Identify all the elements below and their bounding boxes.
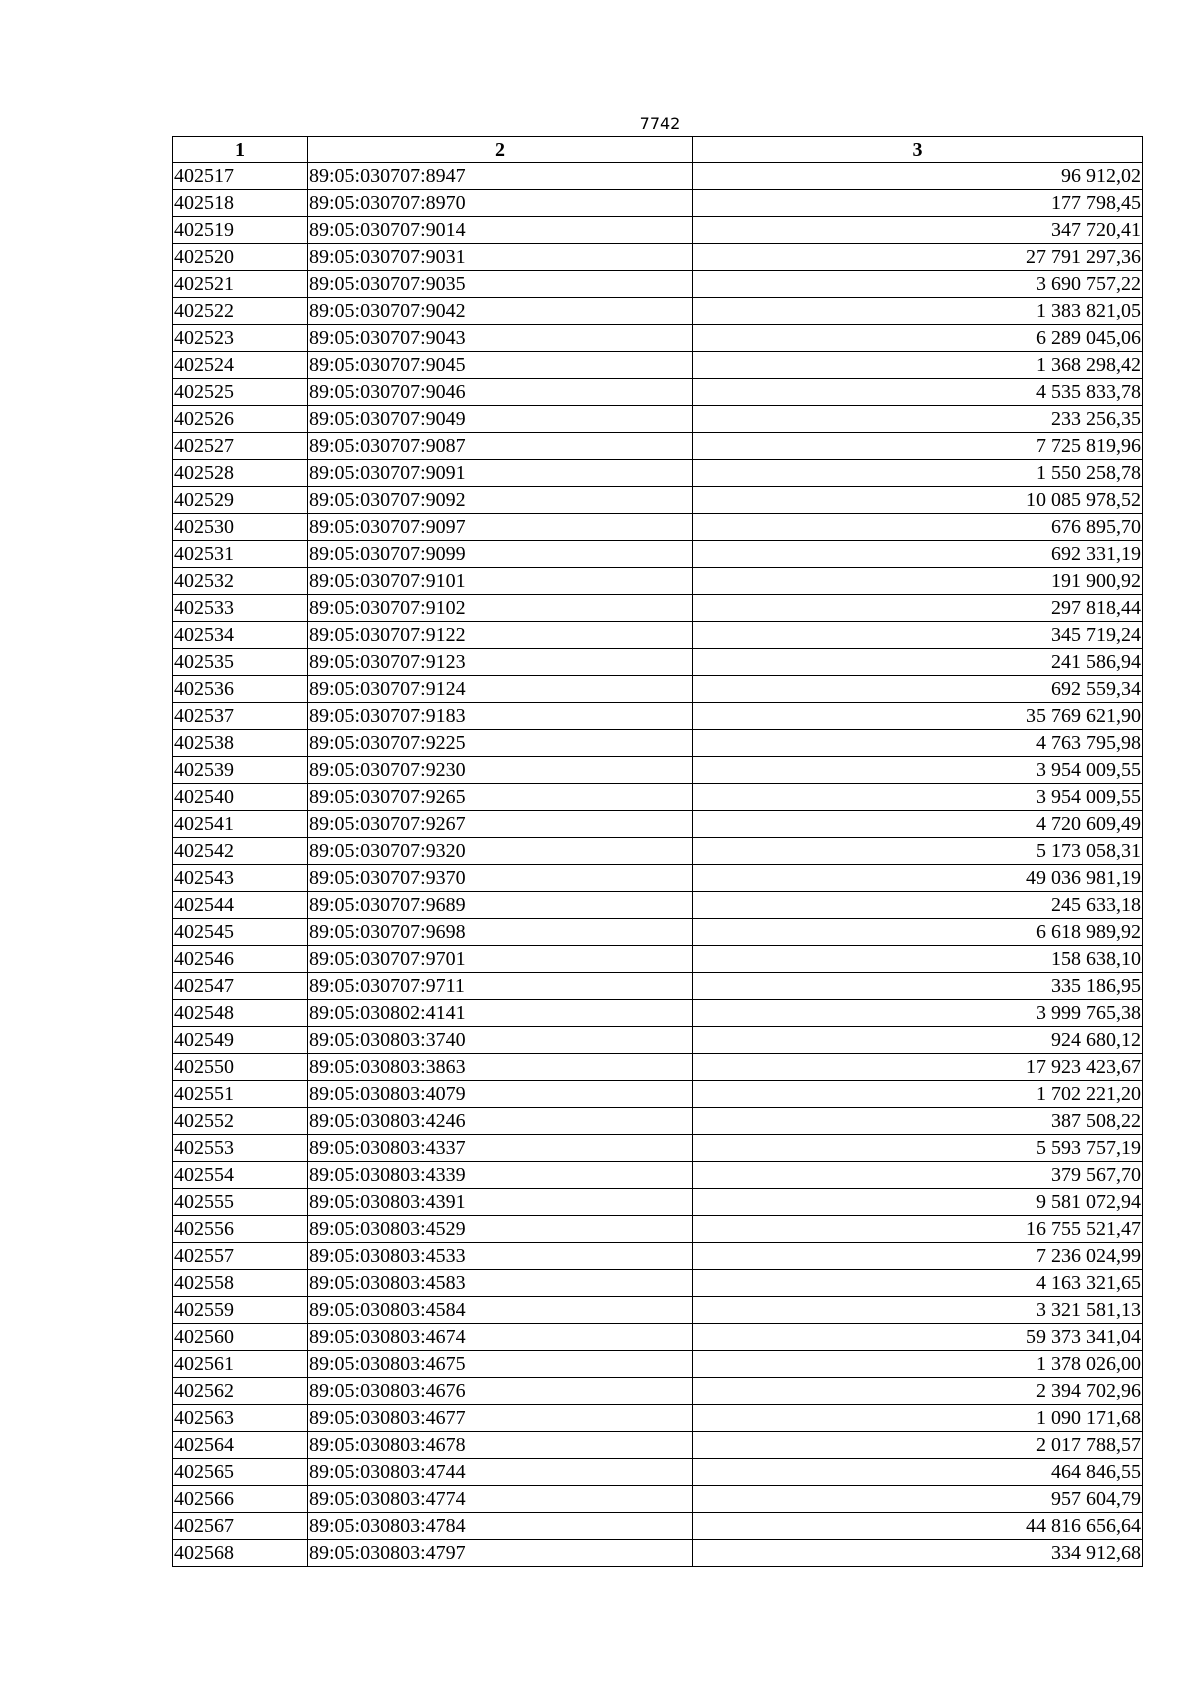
row-number: 402544 (173, 892, 308, 919)
cadastral-value: 334 912,68 (693, 1540, 1143, 1567)
row-number: 402537 (173, 703, 308, 730)
row-number: 402553 (173, 1135, 308, 1162)
row-number: 402567 (173, 1513, 308, 1540)
cadastral-number: 89:05:030707:9689 (308, 892, 693, 919)
table-row (173, 1054, 1143, 1081)
cadastral-value: 335 186,95 (693, 973, 1143, 1000)
row-number: 402543 (173, 865, 308, 892)
cadastral-value: 4 763 795,98 (693, 730, 1143, 757)
row-number: 402533 (173, 595, 308, 622)
cadastral-number: 89:05:030707:9035 (308, 271, 693, 298)
cadastral-number: 89:05:030707:8970 (308, 190, 693, 217)
table-row (173, 1405, 1143, 1432)
cadastral-number: 89:05:030707:9122 (308, 622, 693, 649)
cadastral-value: 44 816 656,64 (693, 1513, 1143, 1540)
table-row (173, 568, 1143, 595)
table-row (173, 838, 1143, 865)
row-number: 402536 (173, 676, 308, 703)
cadastral-number: 89:05:030707:9046 (308, 379, 693, 406)
cadastral-number: 89:05:030803:4674 (308, 1324, 693, 1351)
cadastral-value: 3 954 009,55 (693, 757, 1143, 784)
table-row (173, 1513, 1143, 1540)
cadastral-number: 89:05:030803:4529 (308, 1216, 693, 1243)
table-row (173, 865, 1143, 892)
cadastral-number: 89:05:030803:4533 (308, 1243, 693, 1270)
table-row (173, 1324, 1143, 1351)
row-number: 402550 (173, 1054, 308, 1081)
table-row (173, 1135, 1143, 1162)
table-row (173, 1486, 1143, 1513)
table-row (173, 1216, 1143, 1243)
table-row (173, 784, 1143, 811)
cadastral-number: 89:05:030707:9183 (308, 703, 693, 730)
cadastral-number: 89:05:030803:4584 (308, 1297, 693, 1324)
cadastral-number: 89:05:030803:4339 (308, 1162, 693, 1189)
table-row (173, 406, 1143, 433)
cadastral-value: 233 256,35 (693, 406, 1143, 433)
cadastral-value: 158 638,10 (693, 946, 1143, 973)
cadastral-number: 89:05:030707:9042 (308, 298, 693, 325)
table-row (173, 379, 1143, 406)
cadastral-number: 89:05:030707:9265 (308, 784, 693, 811)
cadastral-number: 89:05:030803:3740 (308, 1027, 693, 1054)
table-row (173, 1243, 1143, 1270)
cadastral-value: 96 912,02 (693, 163, 1143, 190)
table-row (173, 1000, 1143, 1027)
row-number: 402549 (173, 1027, 308, 1054)
row-number: 402563 (173, 1405, 308, 1432)
cadastral-value: 16 755 521,47 (693, 1216, 1143, 1243)
cadastral-number: 89:05:030707:9123 (308, 649, 693, 676)
cadastral-value: 1 090 171,68 (693, 1405, 1143, 1432)
cadastral-value: 245 633,18 (693, 892, 1143, 919)
table-row (173, 325, 1143, 352)
cadastral-value: 2 017 788,57 (693, 1432, 1143, 1459)
row-number: 402552 (173, 1108, 308, 1135)
row-number: 402539 (173, 757, 308, 784)
cadastral-value: 387 508,22 (693, 1108, 1143, 1135)
cadastral-value: 1 368 298,42 (693, 352, 1143, 379)
cadastral-number: 89:05:030707:9267 (308, 811, 693, 838)
cadastral-value: 347 720,41 (693, 217, 1143, 244)
table-row (173, 1432, 1143, 1459)
cadastral-value: 3 690 757,22 (693, 271, 1143, 298)
table-row (173, 244, 1143, 271)
cadastral-value: 379 567,70 (693, 1162, 1143, 1189)
cadastral-value: 6 618 989,92 (693, 919, 1143, 946)
cadastral-value: 5 173 058,31 (693, 838, 1143, 865)
table-row (173, 271, 1143, 298)
table-row (173, 163, 1143, 190)
row-number: 402559 (173, 1297, 308, 1324)
cadastral-number: 89:05:030803:3863 (308, 1054, 693, 1081)
cadastral-number: 89:05:030707:9225 (308, 730, 693, 757)
cadastral-value: 17 923 423,67 (693, 1054, 1143, 1081)
cadastral-number: 89:05:030707:9711 (308, 973, 693, 1000)
cadastral-value: 27 791 297,36 (693, 244, 1143, 271)
cadastral-number: 89:05:030707:9102 (308, 595, 693, 622)
row-number: 402562 (173, 1378, 308, 1405)
cadastral-number: 89:05:030707:9097 (308, 514, 693, 541)
cadastral-number: 89:05:030707:9698 (308, 919, 693, 946)
table-row (173, 1189, 1143, 1216)
cadastral-value: 9 581 072,94 (693, 1189, 1143, 1216)
cadastral-value: 5 593 757,19 (693, 1135, 1143, 1162)
cadastral-value: 35 769 621,90 (693, 703, 1143, 730)
cadastral-number: 89:05:030803:4774 (308, 1486, 693, 1513)
cadastral-number: 89:05:030707:9099 (308, 541, 693, 568)
row-number: 402551 (173, 1081, 308, 1108)
column-header-3: 3 (693, 137, 1143, 163)
row-number: 402565 (173, 1459, 308, 1486)
cadastral-value: 1 550 258,78 (693, 460, 1143, 487)
table-row (173, 946, 1143, 973)
cadastral-value: 7 236 024,99 (693, 1243, 1143, 1270)
cadastral-value: 59 373 341,04 (693, 1324, 1143, 1351)
row-number: 402523 (173, 325, 308, 352)
table-row (173, 1297, 1143, 1324)
row-number: 402554 (173, 1162, 308, 1189)
cadastral-value: 49 036 981,19 (693, 865, 1143, 892)
cadastral-value: 1 383 821,05 (693, 298, 1143, 325)
row-number: 402525 (173, 379, 308, 406)
row-number: 402531 (173, 541, 308, 568)
cadastral-number: 89:05:030707:9043 (308, 325, 693, 352)
cadastral-number: 89:05:030803:4583 (308, 1270, 693, 1297)
table-row (173, 1270, 1143, 1297)
cadastral-value: 4 720 609,49 (693, 811, 1143, 838)
row-number: 402545 (173, 919, 308, 946)
row-number: 402527 (173, 433, 308, 460)
row-number: 402541 (173, 811, 308, 838)
row-number: 402535 (173, 649, 308, 676)
cadastral-number: 89:05:030803:4784 (308, 1513, 693, 1540)
page-number: 7742 (639, 114, 681, 133)
cadastral-value: 692 559,34 (693, 676, 1143, 703)
cadastral-number: 89:05:030707:9091 (308, 460, 693, 487)
cadastral-number: 89:05:030707:9320 (308, 838, 693, 865)
row-number: 402547 (173, 973, 308, 1000)
table-row (173, 676, 1143, 703)
row-number: 402564 (173, 1432, 308, 1459)
cadastral-number: 89:05:030803:4079 (308, 1081, 693, 1108)
cadastral-number: 89:05:030707:9230 (308, 757, 693, 784)
cadastral-value: 191 900,92 (693, 568, 1143, 595)
cadastral-value: 1 702 221,20 (693, 1081, 1143, 1108)
cadastral-number: 89:05:030707:9049 (308, 406, 693, 433)
row-number: 402556 (173, 1216, 308, 1243)
cadastral-number: 89:05:030707:9701 (308, 946, 693, 973)
cadastral-value: 297 818,44 (693, 595, 1143, 622)
cadastral-number: 89:05:030707:8947 (308, 163, 693, 190)
table-row (173, 757, 1143, 784)
cadastral-value: 1 378 026,00 (693, 1351, 1143, 1378)
row-number: 402558 (173, 1270, 308, 1297)
cadastral-value: 177 798,45 (693, 190, 1143, 217)
cadastral-value: 345 719,24 (693, 622, 1143, 649)
cadastral-number: 89:05:030707:9045 (308, 352, 693, 379)
table-row (173, 595, 1143, 622)
table-row (173, 217, 1143, 244)
table-row (173, 1378, 1143, 1405)
table-row (173, 1081, 1143, 1108)
column-header-2: 2 (308, 137, 693, 163)
row-number: 402528 (173, 460, 308, 487)
table-row (173, 811, 1143, 838)
row-number: 402542 (173, 838, 308, 865)
cadastral-value: 4 535 833,78 (693, 379, 1143, 406)
table-row (173, 487, 1143, 514)
table-row (173, 730, 1143, 757)
cadastral-number: 89:05:030803:4797 (308, 1540, 693, 1567)
table-row (173, 1108, 1143, 1135)
row-number: 402568 (173, 1540, 308, 1567)
cadastral-value: 957 604,79 (693, 1486, 1143, 1513)
row-number: 402560 (173, 1324, 308, 1351)
cadastral-value: 241 586,94 (693, 649, 1143, 676)
table-row (173, 433, 1143, 460)
column-header-1: 1 (173, 137, 308, 163)
row-number: 402519 (173, 217, 308, 244)
table-row (173, 703, 1143, 730)
cadastral-value: 692 331,19 (693, 541, 1143, 568)
cadastral-number: 89:05:030803:4246 (308, 1108, 693, 1135)
cadastral-number: 89:05:030803:4675 (308, 1351, 693, 1378)
table-row (173, 460, 1143, 487)
row-number: 402538 (173, 730, 308, 757)
row-number: 402555 (173, 1189, 308, 1216)
cadastral-value: 7 725 819,96 (693, 433, 1143, 460)
table-row (173, 892, 1143, 919)
row-number: 402530 (173, 514, 308, 541)
table-row (173, 973, 1143, 1000)
row-number: 402561 (173, 1351, 308, 1378)
table-row (173, 1351, 1143, 1378)
table-row (173, 649, 1143, 676)
cadastral-value: 2 394 702,96 (693, 1378, 1143, 1405)
table-row (173, 298, 1143, 325)
row-number: 402548 (173, 1000, 308, 1027)
cadastral-number: 89:05:030803:4337 (308, 1135, 693, 1162)
cadastral-value: 464 846,55 (693, 1459, 1143, 1486)
row-number: 402529 (173, 487, 308, 514)
table-row (173, 919, 1143, 946)
cadastral-number: 89:05:030707:9092 (308, 487, 693, 514)
table-row (173, 541, 1143, 568)
cadastral-value: 924 680,12 (693, 1027, 1143, 1054)
cadastral-value: 4 163 321,65 (693, 1270, 1143, 1297)
registry-table (172, 136, 1143, 1567)
table-row (173, 1162, 1143, 1189)
cadastral-number: 89:05:030802:4141 (308, 1000, 693, 1027)
table-row (173, 1459, 1143, 1486)
row-number: 402522 (173, 298, 308, 325)
cadastral-number: 89:05:030803:4391 (308, 1189, 693, 1216)
cadastral-number: 89:05:030803:4744 (308, 1459, 693, 1486)
cadastral-value: 10 085 978,52 (693, 487, 1143, 514)
cadastral-number: 89:05:030707:9124 (308, 676, 693, 703)
row-number: 402521 (173, 271, 308, 298)
cadastral-number: 89:05:030707:9087 (308, 433, 693, 460)
table-row (173, 514, 1143, 541)
table-row (173, 190, 1143, 217)
row-number: 402520 (173, 244, 308, 271)
row-number: 402524 (173, 352, 308, 379)
cadastral-value: 3 321 581,13 (693, 1297, 1143, 1324)
cadastral-number: 89:05:030803:4677 (308, 1405, 693, 1432)
table-body (173, 163, 1143, 1567)
row-number: 402534 (173, 622, 308, 649)
table-row (173, 1027, 1143, 1054)
cadastral-value: 3 954 009,55 (693, 784, 1143, 811)
cadastral-number: 89:05:030707:9014 (308, 217, 693, 244)
cadastral-value: 6 289 045,06 (693, 325, 1143, 352)
table-row (173, 622, 1143, 649)
header-row (173, 137, 1143, 163)
cadastral-number: 89:05:030803:4676 (308, 1378, 693, 1405)
table-row (173, 1540, 1143, 1567)
row-number: 402546 (173, 946, 308, 973)
table-row (173, 352, 1143, 379)
row-number: 402518 (173, 190, 308, 217)
row-number: 402532 (173, 568, 308, 595)
row-number: 402540 (173, 784, 308, 811)
cadastral-value: 676 895,70 (693, 514, 1143, 541)
cadastral-number: 89:05:030707:9031 (308, 244, 693, 271)
cadastral-number: 89:05:030707:9370 (308, 865, 693, 892)
cadastral-value: 3 999 765,38 (693, 1000, 1143, 1027)
row-number: 402517 (173, 163, 308, 190)
cadastral-number: 89:05:030803:4678 (308, 1432, 693, 1459)
cadastral-number: 89:05:030707:9101 (308, 568, 693, 595)
row-number: 402526 (173, 406, 308, 433)
row-number: 402566 (173, 1486, 308, 1513)
row-number: 402557 (173, 1243, 308, 1270)
